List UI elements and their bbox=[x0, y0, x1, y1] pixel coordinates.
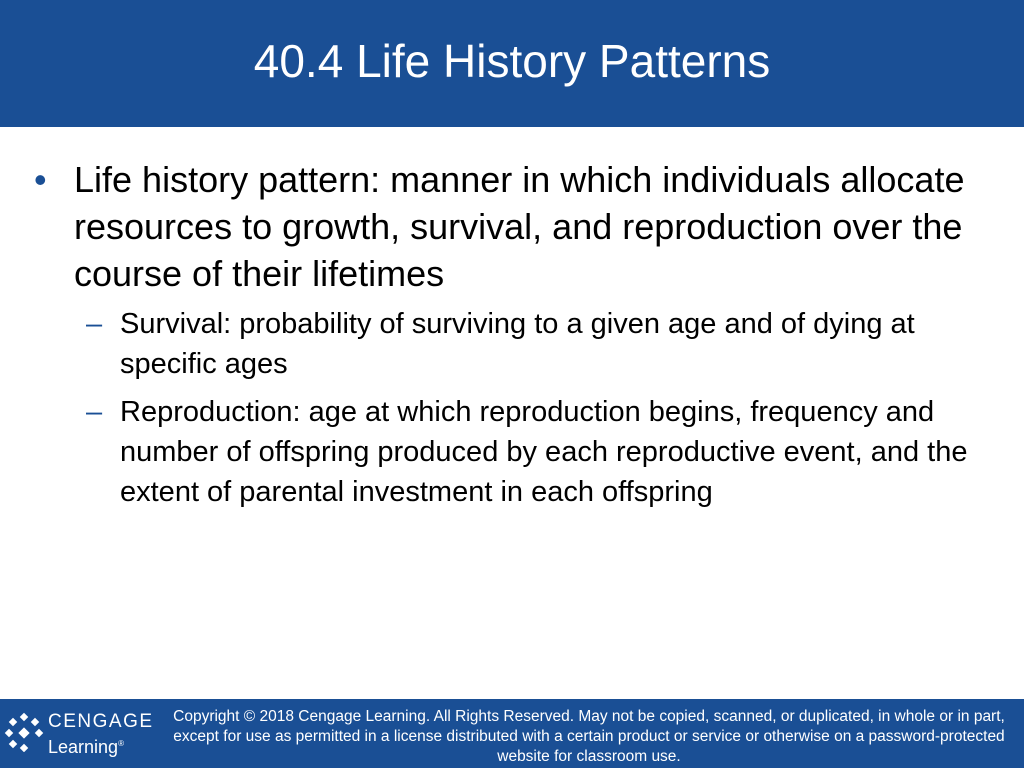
bullet-marker: • bbox=[34, 159, 47, 200]
sub-bullet-marker: – bbox=[86, 308, 103, 340]
title-bar bbox=[0, 0, 1024, 127]
cengage-logo bbox=[4, 709, 154, 759]
logo-text-learning: Learning® bbox=[48, 737, 124, 757]
main-bullet: Life history pattern: manner in which individuals allocate resources to growth, survival, and reproduction over the course of their lifetimes bbox=[74, 159, 965, 294]
sub-bullet-survival: Survival: probability of surviving to a given age and of dying at specific ages bbox=[120, 308, 915, 380]
cengage-logo-icon bbox=[4, 712, 44, 752]
sub-bullet-marker: – bbox=[86, 396, 103, 428]
logo-text-cengage: CENGAGE bbox=[48, 711, 154, 732]
page-title: 40.4 Life History Patterns bbox=[253, 34, 771, 87]
footer-bar bbox=[0, 699, 1024, 768]
sub-bullet-reproduction: Reproduction: age at which reproduction begins, frequency and number of offspring produced by each reproductive event, and the extent of parental investment in each offspring bbox=[120, 396, 968, 508]
copyright-notice: Copyright © 2018 Cengage Learning. All Rights Reserved. May not be copied, scanned, or duplicated, in whole or in part, except for use as permitted in a license distributed with a certain product or service or otherwise on a password-protected website for classroom use. bbox=[173, 708, 1005, 765]
